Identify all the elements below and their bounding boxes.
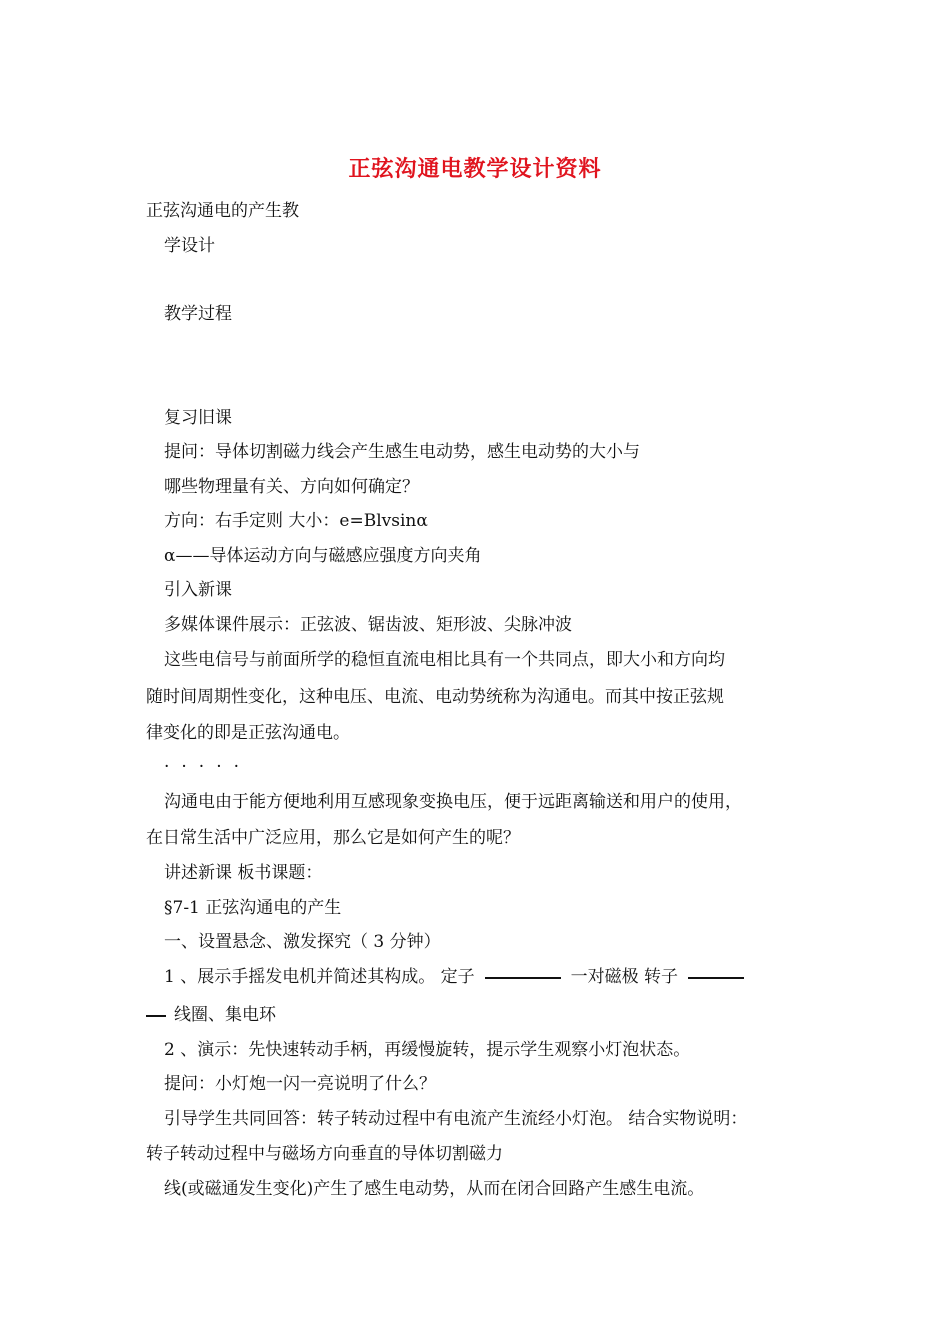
section-heading: 一、设置悬念、激发探究（ 3 分钟） — [164, 932, 441, 952]
text-line: 这些电信号与前面所学的稳恒直流电相比具有一个共同点，即大小和方向均 — [164, 650, 725, 670]
dash-rule — [146, 1015, 166, 1017]
emphasis-dots: ····· — [164, 757, 252, 777]
text-line: 多媒体课件展示：正弦波、锯齿波、矩形波、尖脉冲波 — [164, 615, 572, 635]
text-line: 引导学生共同回答：转子转动过程中有电流产生流经小灯泡。 结合实物说明： — [164, 1109, 748, 1129]
text-line: 正弦沟通电的产生教 — [146, 201, 299, 221]
text-line: 线(或磁通发生变化)产生了感生电动势，从而在闭合回路产生感生电流。 — [164, 1179, 705, 1199]
text-line: 提问：小灯炮一闪一亮说明了什么？ — [164, 1074, 436, 1094]
text-span: 1 、展示手摇发电机并简述其构成。 定子 — [164, 967, 475, 987]
text-line: 学设计 — [164, 236, 215, 256]
document-title: 正弦沟通电教学设计资料 — [348, 156, 602, 182]
text-span: 线圈、集电环 — [174, 1005, 276, 1025]
text-line: 随时间周期性变化，这种电压、电流、电动势统称为沟通电。而其中按正弦规 — [146, 687, 724, 707]
text-line: 2 、演示：先快速转动手柄，再缓慢旋转，提示学生观察小灯泡状态。 — [164, 1040, 691, 1060]
text-line: 转子转动过程中与磁场方向垂直的导体切割磁力 — [146, 1144, 503, 1164]
dash-rule — [688, 977, 744, 979]
section-heading: 引入新课 — [164, 580, 232, 600]
text-line: 哪些物理量有关、方向如何确定？ — [164, 477, 419, 497]
text-line: 律变化的即是正弦沟通电。 — [146, 723, 350, 743]
text-line: α——导体运动方向与磁感应强度方向夹角 — [164, 546, 482, 566]
text-line — [146, 1004, 276, 1026]
text-line: 沟通电由于能方便地利用互感现象变换电压，便于远距离输送和用户的使用， — [164, 792, 742, 812]
text-line — [164, 966, 744, 988]
text-line: 讲述新课 板书课题： — [164, 863, 323, 883]
section-heading: 教学过程 — [164, 304, 232, 324]
text-span: 一对磁极 转子 — [570, 967, 679, 987]
section-heading: 复习旧课 — [164, 408, 232, 428]
text-line: 提问：导体切割磁力线会产生感生电动势，感生电动势的大小与 — [164, 442, 640, 462]
text-line: 方向：右手定则 大小：e=Blvsinα — [164, 511, 428, 531]
lesson-topic: §7-1 正弦沟通电的产生 — [164, 898, 342, 918]
dash-rule — [485, 977, 561, 979]
text-line: 在日常生活中广泛应用，那么它是如何产生的呢？ — [146, 828, 520, 848]
